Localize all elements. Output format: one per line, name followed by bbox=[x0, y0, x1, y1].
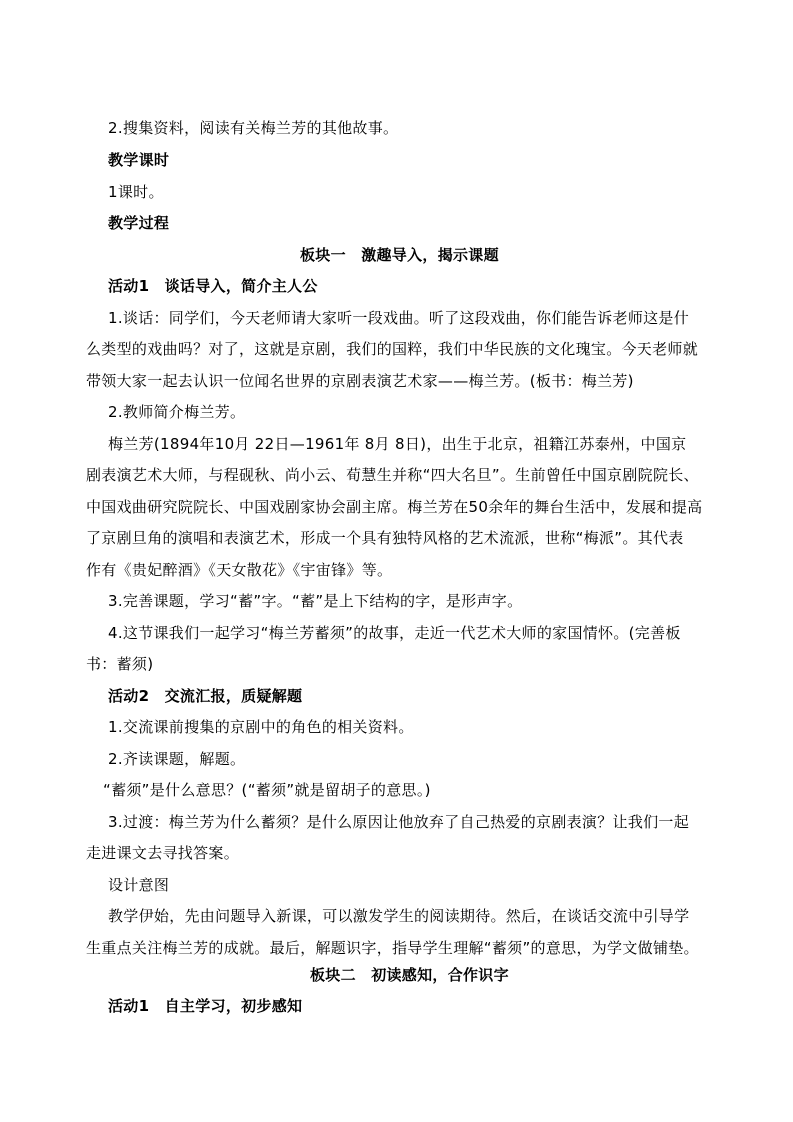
text-line: 书：蓄须) bbox=[86, 655, 154, 673]
text-line: 4.这节课我们一起学习“梅兰芳蓄须”的故事，走近一代艺术大师的家国情怀。(完善板 bbox=[108, 624, 681, 642]
section-heading: 教学课时 bbox=[108, 151, 170, 169]
text-line: 教学伊始，先由问题导入新课，可以激发学生的阅读期待。然后，在谈话交流中引导学 bbox=[108, 907, 690, 925]
block-heading: 板块一 激趣导入，揭示课题 bbox=[300, 246, 499, 264]
text-line: 生重点关注梅兰芳的成就。最后，解题识字，指导学生理解“蓄须”的意思，为学文做铺垫。 bbox=[86, 939, 699, 957]
text-line: 3.过渡：梅兰芳为什么蓄须？是什么原因让他放弃了自己热爱的京剧表演？让我们一起 bbox=[108, 813, 690, 831]
text-line: “蓄须”是什么意思？(“蓄须”就是留胡子的意思。) bbox=[103, 781, 431, 799]
text-line: 3.完善课题，学习“蓄”字。“蓄”是上下结构的字，是形声字。 bbox=[108, 592, 523, 610]
text-line: 了京剧旦角的演唱和表演艺术，形成一个具有独特风格的艺术流派，世称“梅派”。其代表 bbox=[86, 529, 684, 547]
text-line: 2.搜集资料，阅读有关梅兰芳的其他故事。 bbox=[108, 119, 399, 137]
text-line: 梅兰芳(1894年10月 22日—1961年 8月 8日)，出生于北京，祖籍江苏泰州，中国京 bbox=[108, 435, 687, 453]
text-line: 1.交流课前搜集的京剧中的角色的相关资料。 bbox=[108, 718, 414, 736]
activity-heading: 活动2 交流汇报，质疑解题 bbox=[108, 687, 303, 705]
text-line: 带领大家一起去认识一位闻名世界的京剧表演艺术家——梅兰芳。(板书：梅兰芳) bbox=[86, 372, 634, 390]
block-heading: 板块二 初读感知，合作识字 bbox=[310, 966, 509, 984]
text-line: 走进课文去寻找答案。 bbox=[86, 844, 240, 862]
activity-heading: 活动1 自主学习，初步感知 bbox=[108, 997, 303, 1015]
text-line: 中国戏曲研究院院长、中国戏剧家协会副主席。梅兰芳在50余年的舞台生活中，发展和提高 bbox=[86, 498, 703, 516]
text-line: 1.谈话：同学们，今天老师请大家听一段戏曲。听了这段戏曲，你们能告诉老师这是什 bbox=[108, 309, 690, 327]
text-line: 2.齐读课题，解题。 bbox=[108, 750, 246, 768]
text-line: 剧表演艺术大师，与程砚秋、尚小云、荀慧生并称“四大名旦”。生前曾任中国京剧院院长、 bbox=[86, 466, 699, 484]
activity-heading: 活动1 谈话导入，简介主人公 bbox=[108, 277, 318, 295]
text-line: 么类型的戏曲吗？对了，这就是京剧，我们的国粹，我们中华民族的文化瑰宝。今天老师就 bbox=[86, 340, 699, 358]
text-line: 2.教师简介梅兰芳。 bbox=[108, 403, 246, 421]
design-intent-heading: 设计意图 bbox=[108, 876, 170, 894]
text-line: 1课时。 bbox=[108, 183, 164, 201]
section-heading: 教学过程 bbox=[108, 214, 170, 232]
text-line: 作有《贵妃醉酒》《天女散花》《宇宙锋》等。 bbox=[86, 561, 393, 579]
